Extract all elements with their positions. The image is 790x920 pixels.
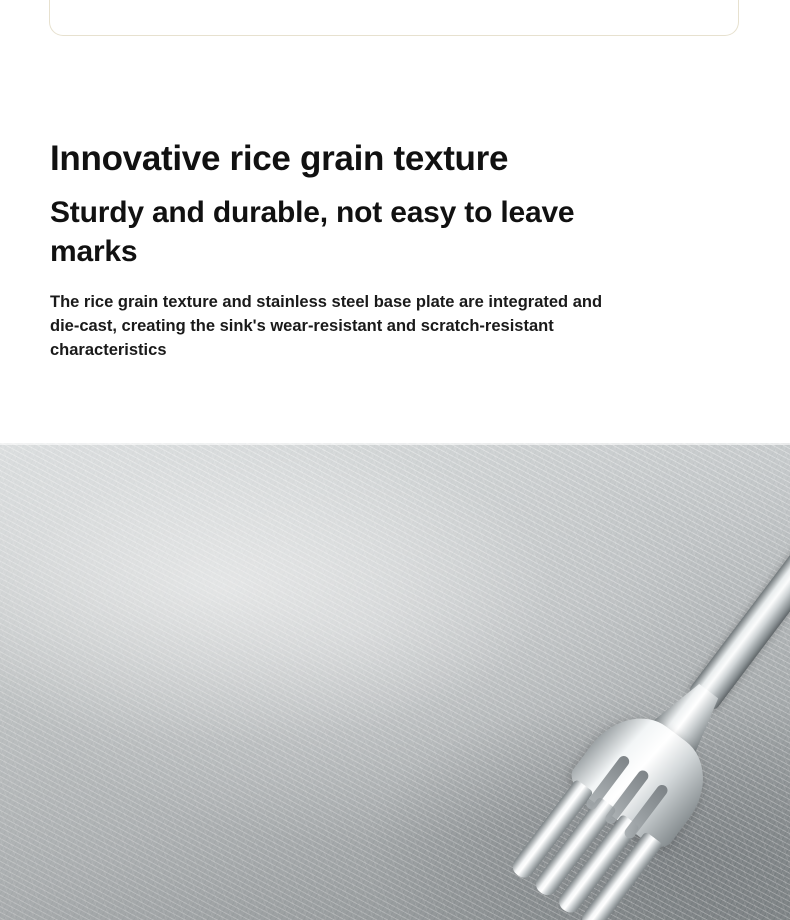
top-partial-card bbox=[49, 0, 739, 36]
body-paragraph: The rice grain texture and stainless steel base plate are integrated and die-cast, creating the sink's wear-resistant and scratch-resistant characteristics bbox=[50, 293, 603, 360]
page-subtitle: Sturdy and durable, not easy to leave marks bbox=[50, 196, 575, 269]
page-title: Innovative rice grain texture bbox=[50, 139, 509, 178]
fork-handle bbox=[687, 492, 790, 712]
hero-image bbox=[0, 443, 790, 920]
copy-block bbox=[50, 138, 750, 363]
